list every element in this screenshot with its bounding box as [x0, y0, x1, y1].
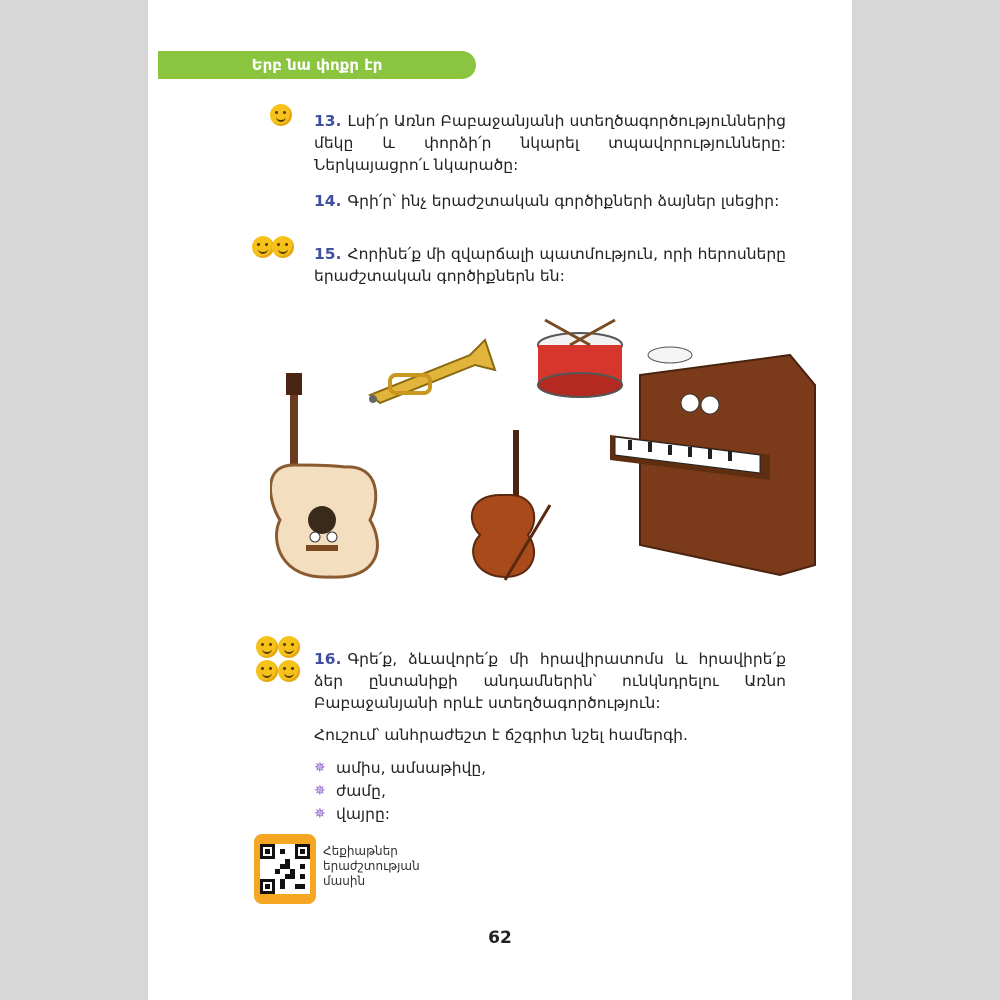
smiley-icon	[256, 660, 278, 682]
question-13	[314, 110, 786, 176]
star-icon: ✵	[314, 806, 326, 822]
question-16	[314, 648, 786, 714]
smiley-icon	[278, 660, 300, 682]
cello-illustration	[472, 430, 550, 580]
piano-illustration	[610, 347, 815, 575]
smiley-icon	[256, 636, 278, 658]
question-number: 15.	[314, 245, 342, 263]
section-banner	[158, 51, 476, 79]
section-title: Երբ նա փոքր էր	[251, 56, 383, 74]
hint-list	[314, 757, 486, 826]
hint-text: Հուշում՝ անհրաժեշտ է ճշգրիտ նշել համերգի.	[314, 726, 688, 744]
page-number: 62	[488, 928, 512, 948]
drum-illustration	[538, 320, 622, 397]
qr-code[interactable]	[254, 834, 316, 904]
question-15	[314, 243, 786, 287]
list-item: ✵ վայրը:	[314, 803, 486, 826]
question-number: 13.	[314, 112, 342, 130]
question-text: Գրի՛ր՝ ինչ երաժշտական գործիքների ձայներ լսեցիր:	[347, 192, 780, 210]
list-item: ✵ ժամը,	[314, 780, 486, 803]
question-14	[314, 190, 786, 212]
question-number: 16.	[314, 650, 342, 668]
question-text: Լսի՛ր Առնո Բաբաջանյանի ստեղծագործություններից մեկը և փորձի՛ր նկարել տպավորությունները: Ներկայացրո՛ւ նկարածը:	[314, 112, 786, 174]
instruments-illustration	[270, 315, 820, 585]
trumpet-illustration	[369, 340, 495, 403]
qr-code-icon	[260, 844, 310, 894]
smiley-icon	[270, 104, 292, 126]
qr-caption: Հեքիաթներ երաժշտության մասին	[323, 844, 420, 888]
smiley-icon	[252, 236, 274, 258]
star-icon: ✵	[314, 783, 326, 799]
question-text: Գրե՛ք, ձևավորե՛ք մի հրավիրատոմս և հրավիրե՛ք ձեր ընտանիքի անդամներին՝ ունկնդրելու Առնո Բաբաջանյանի որևէ ստեղծագործություն:	[314, 650, 786, 712]
question-text: Հորինե՛ք մի զվարճալի պատմություն, որի հերոսները երաժշտական գործիքներն են:	[314, 245, 786, 285]
guitar-illustration	[270, 373, 377, 577]
star-icon: ✵	[314, 760, 326, 776]
question-number: 14.	[314, 192, 342, 210]
smiley-icon	[272, 236, 294, 258]
list-item: ✵ ամիս, ամսաթիվը,	[314, 757, 486, 780]
smiley-icon	[278, 636, 300, 658]
